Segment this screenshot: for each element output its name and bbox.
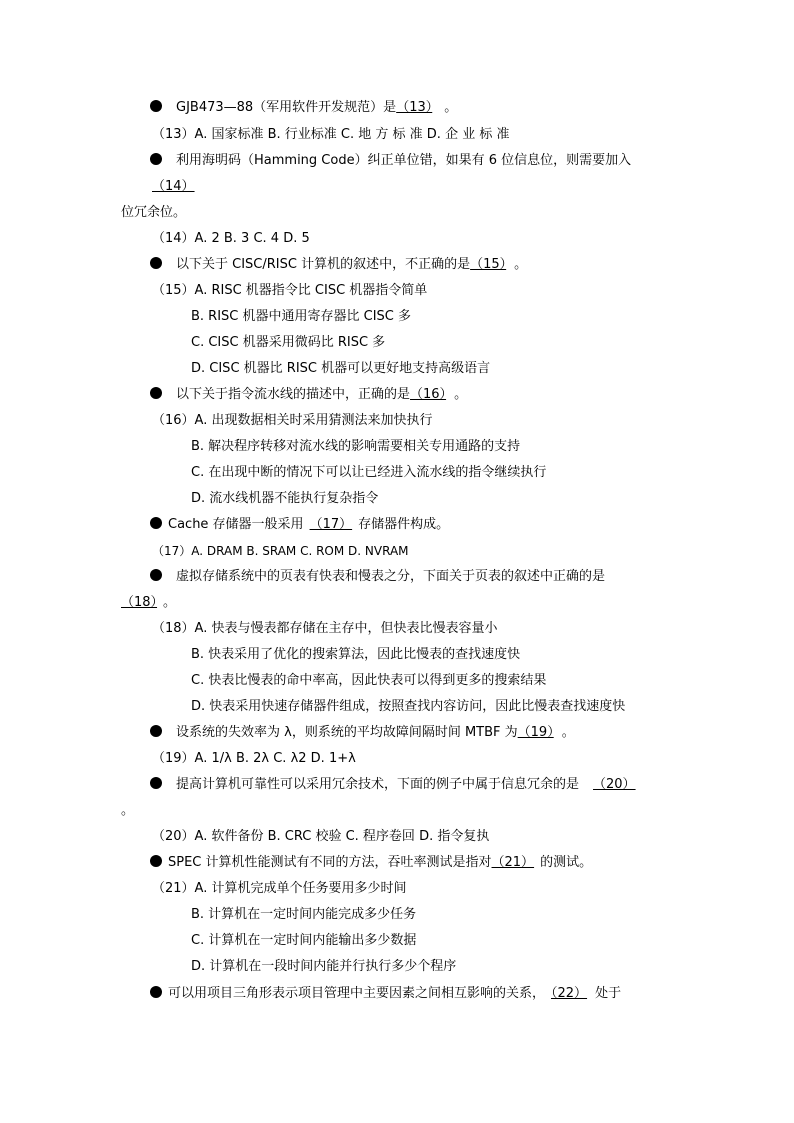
q16-stem-text: 以下关于指令流水线的描述中，正确的是: [176, 387, 411, 402]
q20-options: （20）A. 软件备份 B. CRC 校验 C. 程序卷回 D. 指令复执: [152, 829, 490, 844]
q16-option-b: B. 解决程序转移对流水线的影响需要相关专用通路的支持: [191, 439, 521, 454]
bullet-icon: [150, 986, 162, 998]
q17-stem-end: 存储器件构成。: [358, 517, 450, 532]
bullet-icon: [150, 725, 162, 737]
question-15-stem: [150, 256, 527, 274]
q13-answer-blank: （13）: [396, 100, 433, 115]
q21-stem-text: SPEC 计算机性能测试有不同的方法，吞吐率测试是指对: [168, 855, 492, 870]
q13-stem-text: GJB473—88（军用软件开发规范）是: [176, 100, 397, 115]
q14-stem-text: 利用海明码（Hamming Code）纠正单位错，如果有 6 位信息位，则需要加入: [176, 153, 632, 168]
q18-option-d: D. 快表采用快速存储器件组成，按照查找内容访问，因此比慢表查找速度快: [191, 699, 626, 714]
q21-option-d: D. 计算机在一段时间内能并行执行多少个程序: [191, 959, 457, 974]
q16-option-d: D. 流水线机器不能执行复杂指令: [191, 491, 379, 506]
question-17-stem: [150, 516, 449, 534]
q13-options: （13）A. 国家标准 B. 行业标准 C. 地 方 标 准 D. 企 业 标 准: [152, 127, 510, 142]
bullet-icon: [150, 855, 162, 867]
q14-blank: （14）: [152, 179, 195, 194]
bullet-icon: [150, 100, 162, 112]
q21-stem-end: 的测试。: [540, 855, 593, 870]
question-13-stem: [150, 99, 457, 117]
q21-option-a: （21）A. 计算机完成单个任务要用多少时间: [152, 881, 407, 896]
q19-options: （19）A. 1/λ B. 2λ C. λ2 D. 1+λ: [152, 751, 356, 766]
q21-option-b: B. 计算机在一定时间内能完成多少任务: [191, 907, 417, 922]
q19-stem-end: 。: [561, 725, 575, 740]
q15-option-a: （15）A. RISC 机器指令比 CISC 机器指令简单: [152, 283, 428, 298]
q17-answer-blank: （17）: [309, 517, 353, 532]
q18-option-a: （18）A. 快表与慢表都存储在主存中，但快表比慢表容量小: [152, 621, 498, 636]
question-16-stem: [150, 386, 467, 404]
question-19-stem: [150, 724, 575, 742]
q13-stem-end: 。: [444, 100, 458, 115]
q19-stem-text: 设系统的失效率为 λ，则系统的平均故障间隔时间 MTBF 为: [176, 725, 518, 740]
q21-option-c: C. 计算机在一定时间内能输出多少数据: [191, 933, 417, 948]
question-21-stem: [150, 854, 592, 872]
q18-option-c: C. 快表比慢表的命中率高，因此快表可以得到更多的搜索结果: [191, 673, 547, 688]
question-18-stem: [150, 568, 605, 586]
q18-stem-text: 虚拟存储系统中的页表有快表和慢表之分，下面关于页表的叙述中正确的是: [176, 569, 606, 584]
question-20-stem: [150, 776, 636, 794]
q14-answer-blank: [152, 178, 195, 196]
q16-answer-blank: （16）: [410, 387, 447, 402]
q22-answer-blank: （22）: [551, 986, 588, 1001]
q22-stem-text: 可以用项目三角形表示项目管理中主要因素之间相互影响的关系，: [168, 986, 546, 1001]
q16-option-a: （16）A. 出现数据相关时采用猜测法来加快执行: [152, 413, 433, 428]
q15-stem-text: 以下关于 CISC/RISC 计算机的叙述中，不正确的是: [176, 257, 471, 272]
question-22-stem: [150, 985, 621, 1003]
q20-stem-tail: 。: [121, 803, 135, 818]
q18-stem-end: 。: [163, 595, 177, 610]
bullet-icon: [150, 777, 162, 789]
q18-option-b: B. 快表采用了优化的搜索算法，因此比慢表的查找速度快: [191, 647, 521, 662]
q22-stem-end: 处于: [595, 986, 622, 1001]
q17-stem-text: Cache 存储器一般采用: [168, 517, 304, 532]
q16-option-c: C. 在出现中断的情况下可以让已经进入流水线的指令继续执行: [191, 465, 547, 480]
q18-answer-line: [121, 594, 176, 612]
bullet-icon: [150, 517, 162, 529]
bullet-icon: [150, 387, 162, 399]
q21-answer-blank: （21）: [491, 855, 535, 870]
question-14-stem: [150, 152, 631, 170]
q15-answer-blank: （15）: [470, 257, 507, 272]
q17-options: （17）A. DRAM B. SRAM C. ROM D. NVRAM: [152, 544, 409, 558]
q14-options: （14）A. 2 B. 3 C. 4 D. 5: [152, 231, 310, 246]
bullet-icon: [150, 257, 162, 269]
q15-stem-end: 。: [514, 257, 528, 272]
q18-answer-blank: （18）: [121, 595, 158, 610]
q16-stem-end: 。: [454, 387, 468, 402]
q20-answer-blank: （20）: [593, 777, 636, 792]
q15-option-b: B. RISC 机器中通用寄存器比 CISC 多: [191, 309, 412, 324]
q15-option-d: D. CISC 机器比 RISC 机器可以更好地支持高级语言: [191, 361, 491, 376]
bullet-icon: [150, 569, 162, 581]
q14-stem-tail: 位冗余位。: [121, 205, 187, 220]
bullet-icon: [150, 153, 162, 165]
q20-stem-text: 提高计算机可靠性可以采用冗余技术，下面的例子中属于信息冗余的是: [176, 777, 580, 792]
q19-answer-blank: （19）: [517, 725, 554, 740]
q15-option-c: C. CISC 机器采用微码比 RISC 多: [191, 335, 386, 350]
